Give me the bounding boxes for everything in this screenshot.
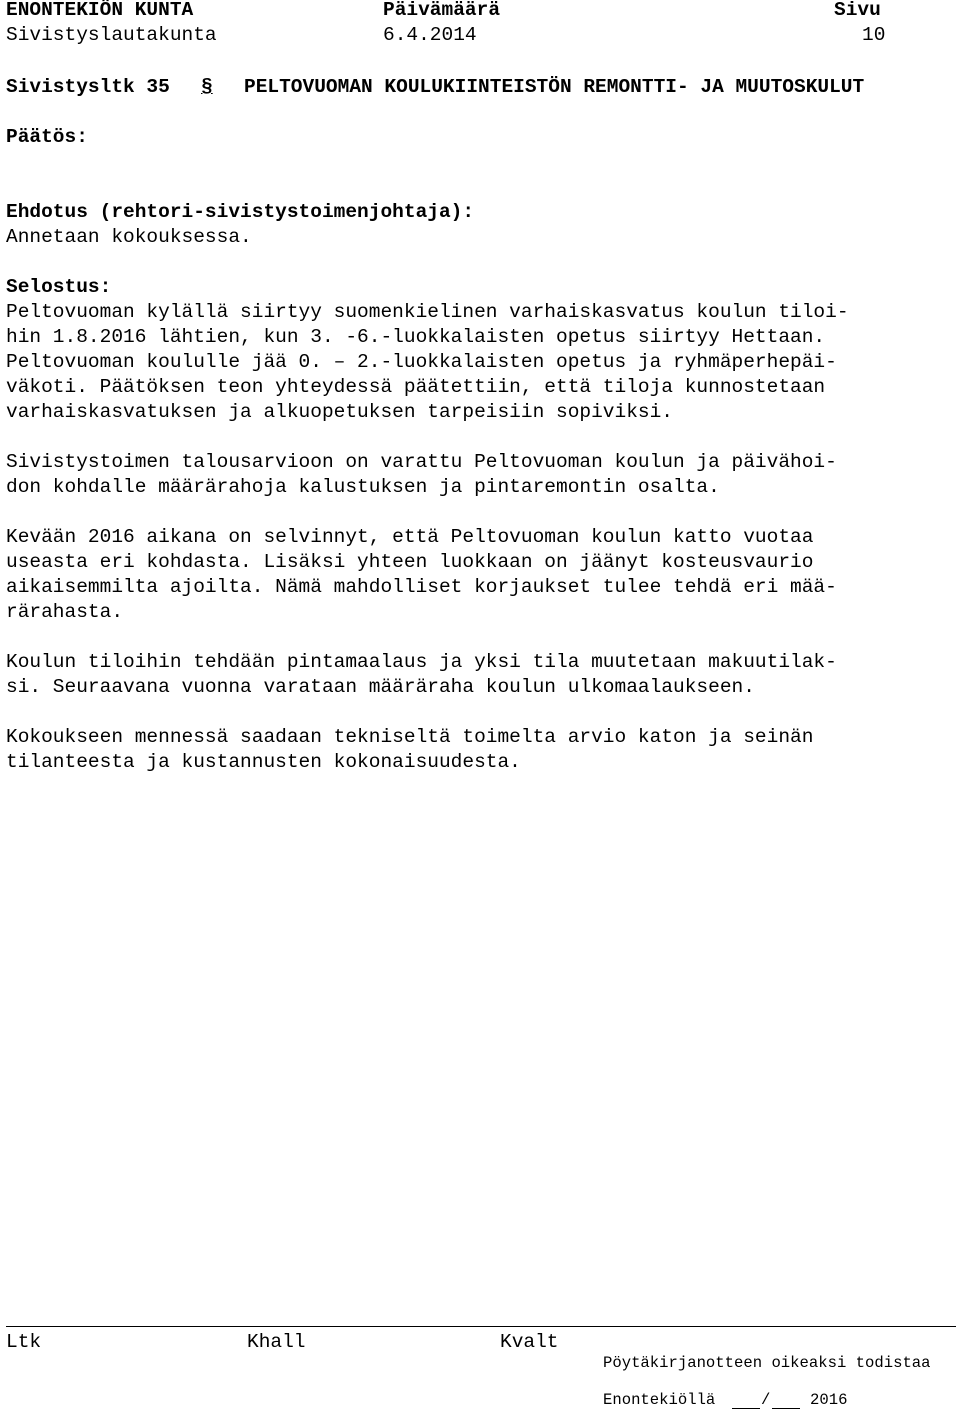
text-line: rärahasta.	[6, 601, 124, 623]
text-line: don kohdalle määrärahoja kalustuksen ja pintaremontin osalta.	[6, 476, 720, 498]
proposal-text: Annetaan kokouksessa.	[6, 226, 252, 248]
footer-khall: Khall	[247, 1331, 306, 1353]
date-label: Päivämäärä	[383, 0, 501, 21]
text-line: tilanteesta ja kustannusten kokonaisuudesta.	[6, 751, 521, 773]
text-line: väkoti. Päätöksen teon yhteydessä päätettiin, että tiloja kunnostetaan	[6, 376, 826, 398]
text-line: Kevään 2016 aikana on selvinnyt, että Peltovuoman koulun katto vuotaa	[6, 526, 814, 548]
item-title: PELTOVUOMAN KOULUKIINTEISTÖN REMONTTI- JA MUUTOSKULUT	[244, 76, 865, 98]
proposal-label: Ehdotus (rehtori-sivistystoimenjohtaja):	[6, 201, 475, 223]
section-symbol: §	[201, 76, 213, 98]
text-line: Peltovuoman koululle jää 0. – 2.-luokkalaisten opetus ja ryhmäperhepäi-	[6, 351, 837, 373]
page-number: 10	[862, 24, 886, 46]
text-line: hin 1.8.2016 lähtien, kun 3. -6.-luokkalaisten opetus siirtyy Hettaan.	[6, 326, 826, 348]
text-line: aikaisemmilta ajoilta. Nämä mahdolliset korjaukset tulee tehdä eri mää-	[6, 576, 837, 598]
month-blank-line	[772, 1408, 800, 1409]
text-line: Sivistystoimen talousarvioon on varattu Peltovuoman koulun ja päivähoi-	[6, 451, 837, 473]
text-line: Kokoukseen mennessä saadaan tekniseltä toimelta arvio katon ja seinän	[6, 726, 814, 748]
page-label: Sivu	[834, 0, 881, 21]
date-separator: /	[761, 1391, 771, 1409]
text-line: Koulun tiloihin tehdään pintamaalaus ja yksi tila muutetaan makuutilak-	[6, 651, 837, 673]
decision-label: Päätös:	[6, 126, 88, 148]
text-line: si. Seuraavana vuonna varataan määräraha koulun ulkomaalaukseen.	[6, 676, 755, 698]
explanation-label: Selostus:	[6, 276, 112, 298]
certification-label: Pöytäkirjanotteen oikeaksi todistaa	[603, 1354, 931, 1372]
certification-place: Enontekiöllä	[603, 1391, 716, 1409]
section-number: Sivistysltk 35	[6, 76, 170, 98]
text-line: varhaiskasvatuksen ja alkuopetuksen tarpeisiin sopiviksi.	[6, 401, 674, 423]
board-name: Sivistyslautakunta	[6, 24, 217, 46]
organization-name: ENONTEKIÖN KUNTA	[6, 0, 194, 21]
text-line: Peltovuoman kylällä siirtyy suomenkielinen varhaiskasvatus koulun tiloi-	[6, 301, 849, 323]
footer-kvalt: Kvalt	[500, 1331, 559, 1353]
footer-divider	[6, 1326, 956, 1327]
day-blank-line	[732, 1408, 760, 1409]
footer-ltk: Ltk	[6, 1331, 42, 1353]
certification-year: 2016	[810, 1391, 848, 1409]
text-line: useasta eri kohdasta. Lisäksi yhteen luokkaan on jäänyt kosteusvaurio	[6, 551, 814, 573]
meeting-date: 6.4.2014	[383, 24, 477, 46]
